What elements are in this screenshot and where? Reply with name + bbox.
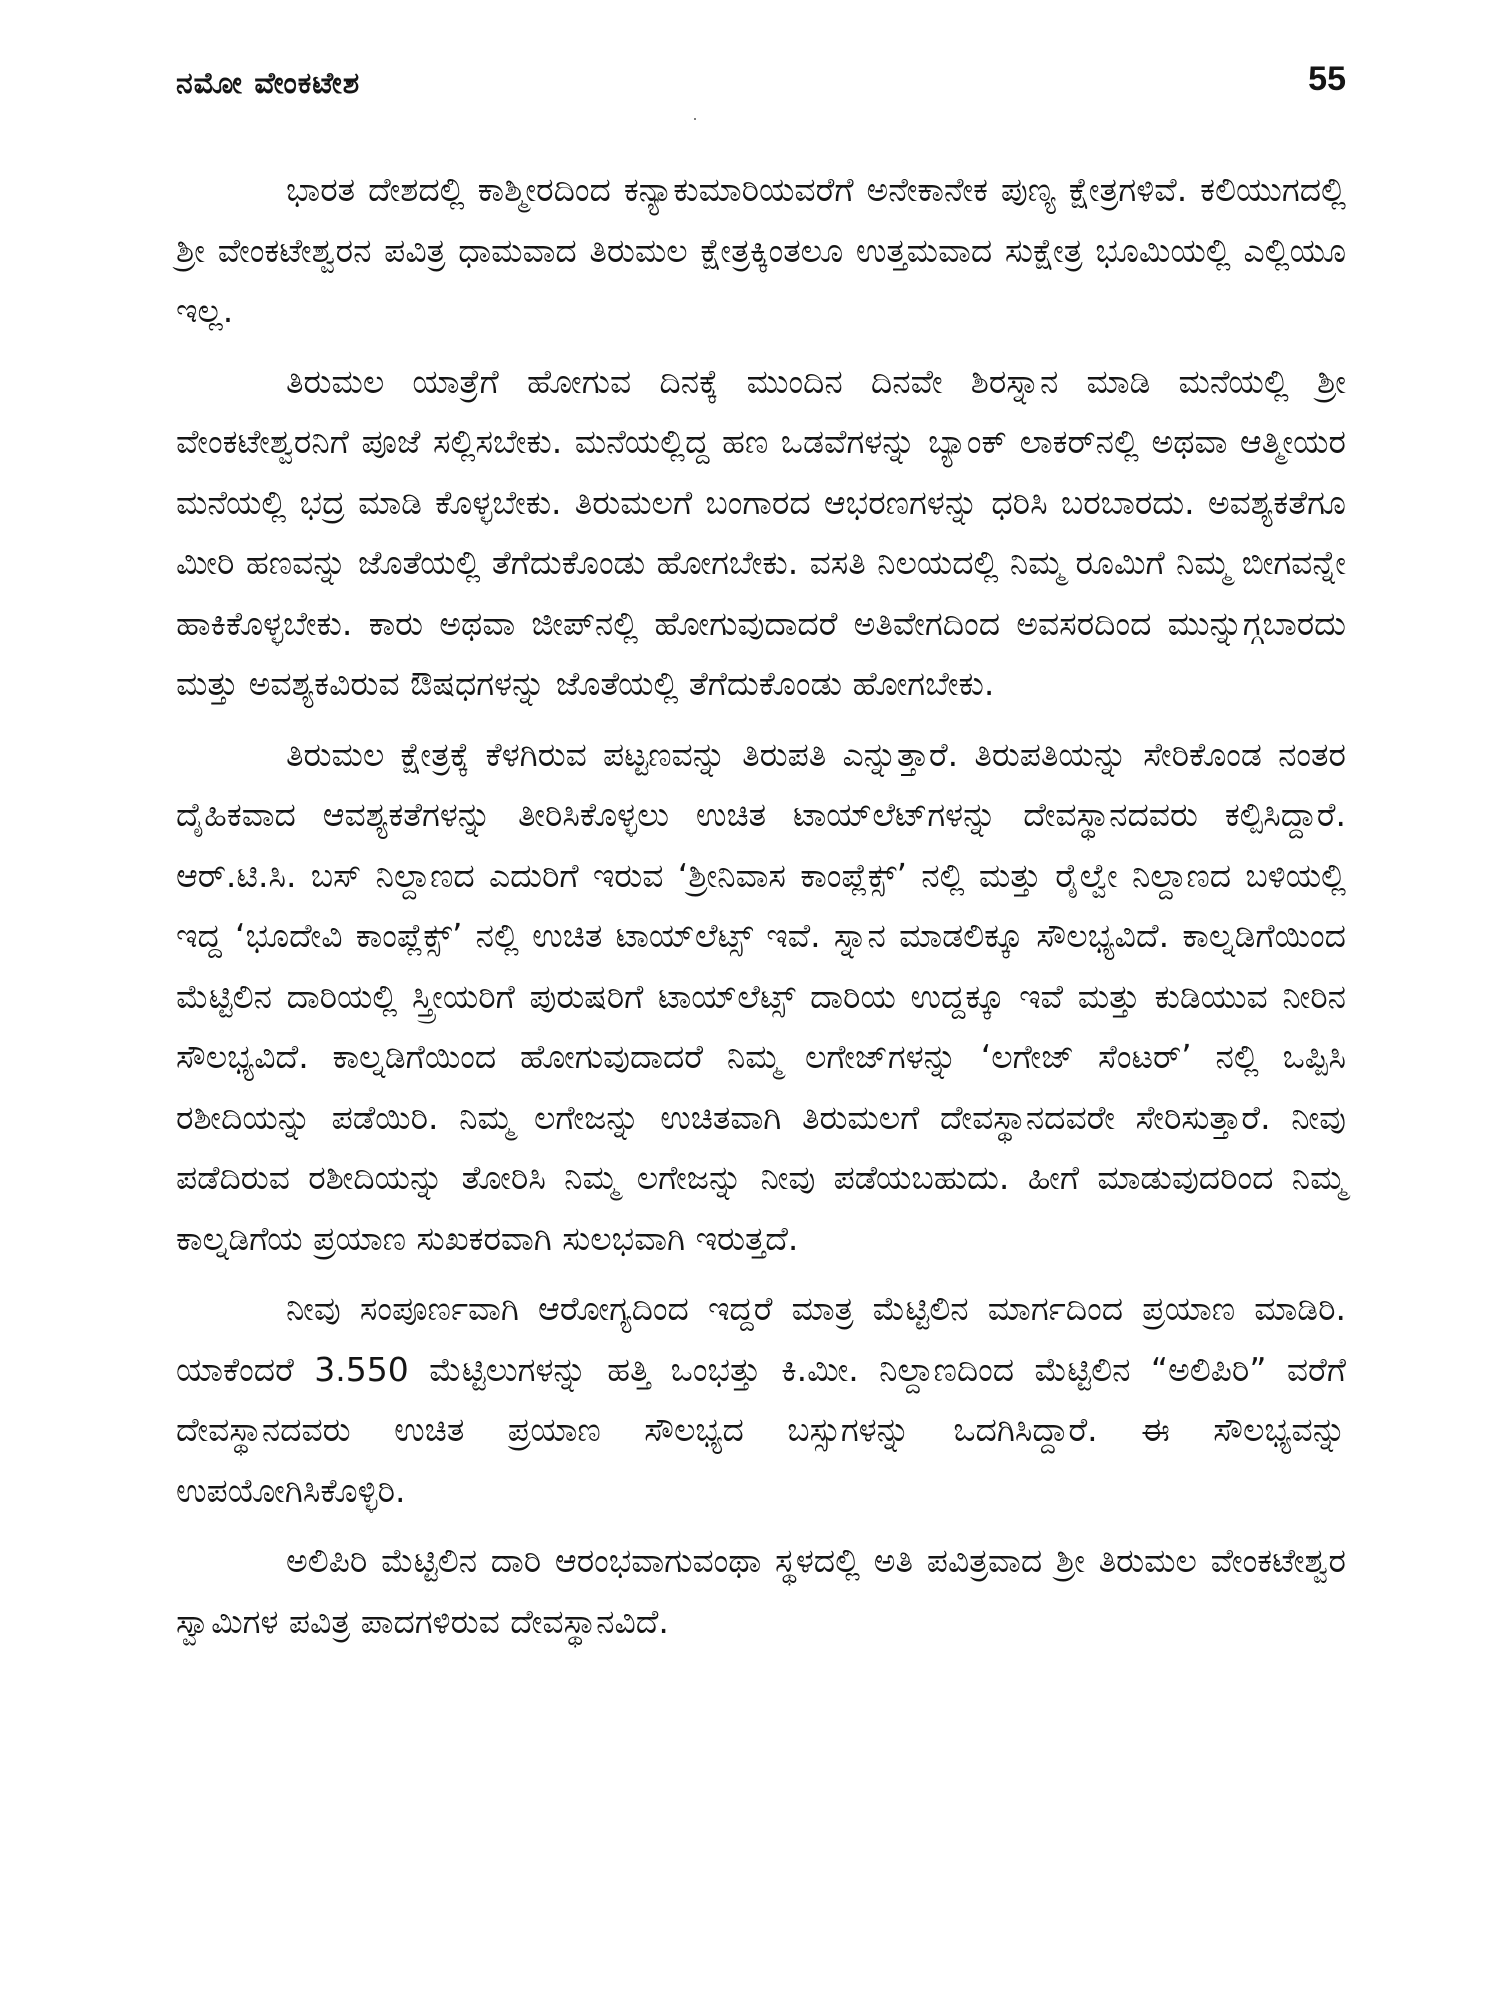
page-number: 55 xyxy=(1308,60,1346,98)
paragraph-2: ತಿರುಮಲ ಯಾತ್ರೆಗೆ ಹೋಗುವ ದಿನಕ್ಕೆ ಮುಂದಿನ ದಿನವೇ ಶಿರಸ್ನಾನ ಮಾಡಿ ಮನೆಯಲ್ಲಿ ಶ್ರೀ ವೇಂಕಟೇಶ್ವರನಿಗೆ ಪೂಜೆ ಸಲ್ಲಿಸಬೇಕು. ಮನೆಯಲ್ಲಿದ್ದ ಹಣ ಒಡವೆಗಳನ್ನು ಬ್ಯಾಂಕ್ ಲಾಕರ್‌ನಲ್ಲಿ ಅಥವಾ ಆತ್ಮೀಯರ ಮನೆಯಲ್ಲಿ ಭದ್ರ ಮಾಡಿ ಕೊಳ್ಳಬೇಕು. ತಿರುಮಲಗೆ ಬಂಗಾರದ ಆಭರಣಗಳನ್ನು ಧರಿಸಿ ಬರಬಾರದು. ಅವಶ್ಯಕತೆಗೂ ಮೀರಿ ಹಣವನ್ನು ಜೊತೆಯಲ್ಲಿ ತೆಗೆದುಕೊಂಡು ಹೋಗಬೇಕು. ವಸತಿ ನಿಲಯದಲ್ಲಿ ನಿಮ್ಮ ರೂಮಿಗೆ ನಿಮ್ಮ ಬೀಗವನ್ನೇ ಹಾಕಿಕೊಳ್ಳಬೇಕು. ಕಾರು ಅಥವಾ ಜೀಪ್‌ನಲ್ಲಿ ಹೋಗುವುದಾದರೆ ಅತಿವೇಗದಿಂದ ಅವಸರದಿಂದ ಮುನ್ನುಗ್ಗಬಾರದು ಮತ್ತು ಅವಶ್ಯಕವಿರುವ ಔಷಧಗಳನ್ನು ಜೊತೆಯಲ್ಲಿ ತೆಗೆದುಕೊಂಡು ಹೋಗಬೇಕು. xyxy=(176,361,1346,703)
paragraph-1: ಭಾರತ ದೇಶದಲ್ಲಿ ಕಾಶ್ಮೀರದಿಂದ ಕನ್ಯಾಕುಮಾರಿಯವರೆಗೆ ಅನೇಕಾನೇಕ ಪುಣ್ಯ ಕ್ಷೇತ್ರಗಳಿವೆ. ಕಲಿಯುಗದಲ್ಲಿ ಶ್ರೀ ವೇಂಕಟೇಶ್ವರನ ಪವಿತ್ರ ಧಾಮವಾದ ತಿರುಮಲ ಕ್ಷೇತ್ರಕ್ಕಿಂತಲೂ ಉತ್ತಮವಾದ ಸುಕ್ಷೇತ್ರ ಭೂಮಿಯಲ್ಲಿ ಎಲ್ಲಿಯೂ ಇಲ್ಲ. xyxy=(176,170,1346,330)
page-header xyxy=(176,60,1346,108)
paragraph-5: ಅಲಿಪಿರಿ ಮೆಟ್ಟಿಲಿನ ದಾರಿ ಆರಂಭವಾಗುವಂಥಾ ಸ್ಥಳದಲ್ಲಿ ಅತಿ ಪವಿತ್ರವಾದ ಶ್ರೀ ತಿರುಮಲ ವೇಂಕಟೇಶ್ವರ ಸ್ವಾಮಿಗಳ ಪವಿತ್ರ ಪಾದಗಳಿರುವ ದೇವಸ್ಥಾನವಿದೆ. xyxy=(176,1541,1346,1641)
paragraph-3: ತಿರುಮಲ ಕ್ಷೇತ್ರಕ್ಕೆ ಕೆಳಗಿರುವ ಪಟ್ಟಣವನ್ನು ತಿರುಪತಿ ಎನ್ನುತ್ತಾರೆ. ತಿರುಪತಿಯನ್ನು ಸೇರಿಕೊಂಡ ನಂತರ ದೈಹಿಕವಾದ ಆವಶ್ಯಕತೆಗಳನ್ನು ತೀರಿಸಿಕೊಳ್ಳಲು ಉಚಿತ ಟಾಯ್‌ಲೆಟ್‌ಗಳನ್ನು ದೇವಸ್ಥಾನದವರು ಕಲ್ಪಿಸಿದ್ದಾರೆ. ಆರ್.ಟಿ.ಸಿ. ಬಸ್ ನಿಲ್ದಾಣದ ಎದುರಿಗೆ ಇರುವ ‘ಶ್ರೀನಿವಾಸ ಕಾಂಪ್ಲೆಕ್ಸ್’ ನಲ್ಲಿ ಮತ್ತು ರೈಲ್ವೇ ನಿಲ್ದಾಣದ ಬಳಿಯಲ್ಲಿ ಇದ್ದ ‘ಭೂದೇವಿ ಕಾಂಪ್ಲೆಕ್ಸ್’ ನಲ್ಲಿ ಉಚಿತ ಟಾಯ್‌ಲೆಟ್ಸ್ ಇವೆ. ಸ್ನಾನ ಮಾಡಲಿಕ್ಕೂ ಸೌಲಭ್ಯವಿದೆ. ಕಾಲ್ನಡಿಗೆಯಿಂದ ಮೆಟ್ಟಿಲಿನ ದಾರಿಯಲ್ಲಿ ಸ್ತ್ರೀಯರಿಗೆ ಪುರುಷರಿಗೆ ಟಾಯ್‌ಲೆಟ್ಸ್ ದಾರಿಯ ಉದ್ದಕ್ಕೂ ಇವೆ ಮತ್ತು ಕುಡಿಯುವ ನೀರಿನ ಸೌಲಭ್ಯವಿದೆ. ಕಾಲ್ನಡಿಗೆಯಿಂದ ಹೋಗುವುದಾದರೆ ನಿಮ್ಮ ಲಗೇಜ್‌ಗಳನ್ನು ‘ಲಗೇಜ್ ಸೆಂಟರ್’ ನಲ್ಲಿ ಒಪ್ಪಿಸಿ ರಶೀದಿಯನ್ನು ಪಡೆಯಿರಿ. ನಿಮ್ಮ ಲಗೇಜನ್ನು ಉಚಿತವಾಗಿ ತಿರುಮಲಗೆ ದೇವಸ್ಥಾನದವರೇ ಸೇರಿಸುತ್ತಾರೆ. ನೀವು ಪಡೆದಿರುವ ರಶೀದಿಯನ್ನು ತೋರಿಸಿ ನಿಮ್ಮ ಲಗೇಜನ್ನು ನೀವು ಪಡೆಯಬಹುದು. ಹೀಗೆ ಮಾಡುವುದರಿಂದ ನಿಮ್ಮ ಕಾಲ್ನಡಿಗೆಯ ಪ್ರಯಾಣ ಸುಖಕರವಾಗಿ ಸುಲಭವಾಗಿ ಇರುತ್ತದೆ. xyxy=(176,734,1346,1258)
body-text xyxy=(176,160,1346,1662)
running-title: ನಮೋ ವೇಂಕಟೇಶ xyxy=(176,66,361,101)
paragraph-4: ನೀವು ಸಂಪೂರ್ಣವಾಗಿ ಆರೋಗ್ಯದಿಂದ ಇದ್ದರೆ ಮಾತ್ರ ಮೆಟ್ಟಿಲಿನ ಮಾರ್ಗದಿಂದ ಪ್ರಯಾಣ ಮಾಡಿರಿ. ಯಾಕೆಂದರೆ 3.550 ಮೆಟ್ಟಿಲುಗಳನ್ನು ಹತ್ತಿ ಒಂಭತ್ತು ಕಿ.ಮೀ. ನಿಲ್ದಾಣದಿಂದ ಮೆಟ್ಟಿಲಿನ “ಅಲಿಪಿರಿ” ವರೆಗೆ ದೇವಸ್ಥಾನದವರು ಉಚಿತ ಪ್ರಯಾಣ ಸೌಲಭ್ಯದ ಬಸ್ಸುಗಳನ್ನು ಒದಗಿಸಿದ್ದಾರೆ. ಈ ಸೌಲಭ್ಯವನ್ನು ಉಪಯೋಗಿಸಿಕೊಳ್ಳಿರಿ. xyxy=(176,1289,1346,1510)
scan-fleck xyxy=(694,118,696,120)
